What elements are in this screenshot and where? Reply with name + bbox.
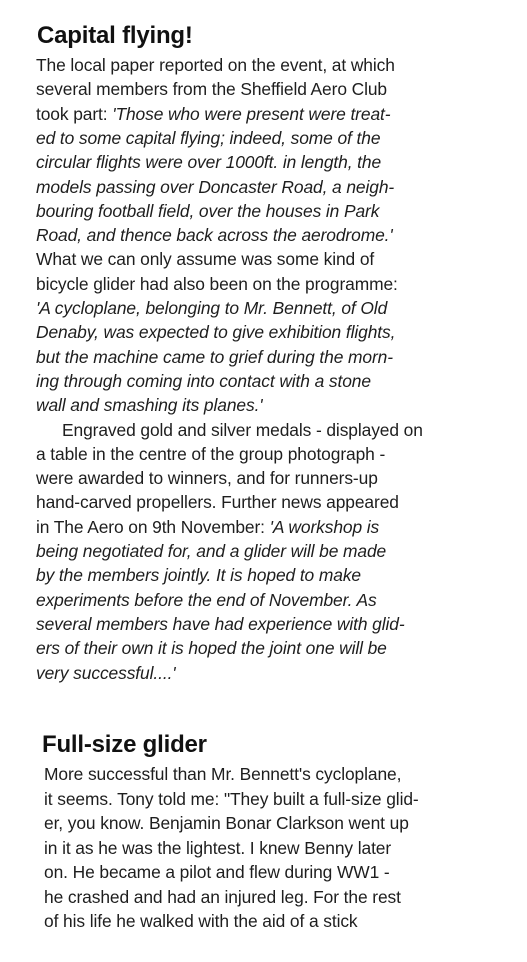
text-line <box>36 199 379 223</box>
text-line <box>44 909 358 933</box>
italic-quote-text: ing through coming into contact with a stone <box>36 370 371 391</box>
text-line <box>36 539 386 563</box>
text-line <box>36 272 398 296</box>
text-line <box>36 369 371 393</box>
text-line <box>36 77 387 101</box>
text-line <box>44 860 390 884</box>
text-line <box>36 223 393 247</box>
italic-quote-text: by the members jointly. It is hoped to make <box>36 565 361 586</box>
body-text: in The Aero on 9th November: <box>36 516 270 537</box>
italic-quote-text: 'A workshop is <box>269 516 380 537</box>
text-line <box>62 418 423 442</box>
text-line <box>44 787 419 811</box>
italic-quote-text: ers of their own it is hoped the joint one will be <box>36 638 387 659</box>
body-text: bicycle glider had also been on the programme: <box>36 273 398 294</box>
body-text: on. He became a pilot and flew during WW1 - <box>44 862 390 882</box>
italic-quote-text: very successful....' <box>36 662 176 683</box>
body-text: a table in the centre of the group photograph - <box>36 443 386 464</box>
text-line <box>36 612 405 636</box>
italic-quote-text: but the machine came to grief during the morn- <box>36 346 393 367</box>
body-text: of his life he walked with the aid of a stick <box>44 911 358 931</box>
body-text: were awarded to winners, and for runners-up <box>36 468 378 489</box>
text-line <box>44 762 401 786</box>
section-heading-capital-flying: Capital flying! <box>37 22 193 49</box>
text-line <box>36 661 176 685</box>
text-line <box>36 296 387 320</box>
text-line <box>36 102 390 126</box>
text-line <box>36 563 361 587</box>
body-text: it seems. Tony told me: "They built a full-size glid- <box>44 788 419 809</box>
italic-quote-text: being negotiated for, and a glider will be made <box>36 541 387 561</box>
text-line <box>44 836 391 860</box>
text-line <box>36 588 377 612</box>
text-line <box>36 515 379 539</box>
text-line <box>36 345 393 369</box>
italic-quote-text: experiments before the end of November. As <box>36 589 377 610</box>
text-line <box>36 442 385 466</box>
body-text: took part: <box>36 103 113 124</box>
italic-quote-text: Road, and thence back across the aerodrome.' <box>36 225 393 246</box>
italic-quote-text: several members have had experience with glid- <box>36 613 405 634</box>
text-line <box>36 490 399 514</box>
italic-quote-text: ed to some capital flying; indeed, some of the <box>36 127 381 148</box>
text-line <box>44 811 409 835</box>
body-text: What we can only assume was some kind of <box>36 249 375 270</box>
body-text: er, you know. Benjamin Bonar Clarkson went up <box>44 813 409 833</box>
text-line <box>36 466 378 490</box>
text-line <box>36 636 387 660</box>
italic-quote-text: 'A cycloplane, belonging to Mr. Bennett, of Old <box>36 298 388 318</box>
section-heading-full-size-glider: Full-size glider <box>42 731 207 758</box>
body-text: he crashed and had an injured leg. For the rest <box>44 886 401 907</box>
text-line <box>44 885 401 909</box>
italic-quote-text: wall and smashing its planes.' <box>36 395 263 416</box>
body-text: More successful than Mr. Bennett's cycloplane, <box>44 764 402 784</box>
text-line <box>36 126 380 150</box>
italic-quote-text: Denaby, was expected to give exhibition flights, <box>36 322 396 343</box>
text-line <box>36 53 395 77</box>
text-line <box>36 175 394 199</box>
text-line <box>36 320 395 344</box>
text-line <box>36 150 381 174</box>
italic-quote-text: 'Those who were present were treat- <box>112 103 391 124</box>
italic-quote-text: models passing over Doncaster Road, a neigh- <box>36 176 395 197</box>
text-line <box>36 393 263 417</box>
body-text: Engraved gold and silver medals - displayed on <box>62 419 423 440</box>
text-line <box>36 247 374 271</box>
body-text: hand-carved propellers. Further news appeared <box>36 492 399 513</box>
italic-quote-text: bouring football field, over the houses in Park <box>36 200 380 221</box>
body-text: The local paper reported on the event, at which <box>36 55 395 75</box>
body-text: several members from the Sheffield Aero Club <box>36 79 387 100</box>
italic-quote-text: circular flights were over 1000ft. in length, the <box>36 152 382 173</box>
body-text: in it as he was the lightest. I knew Benny later <box>44 837 392 858</box>
